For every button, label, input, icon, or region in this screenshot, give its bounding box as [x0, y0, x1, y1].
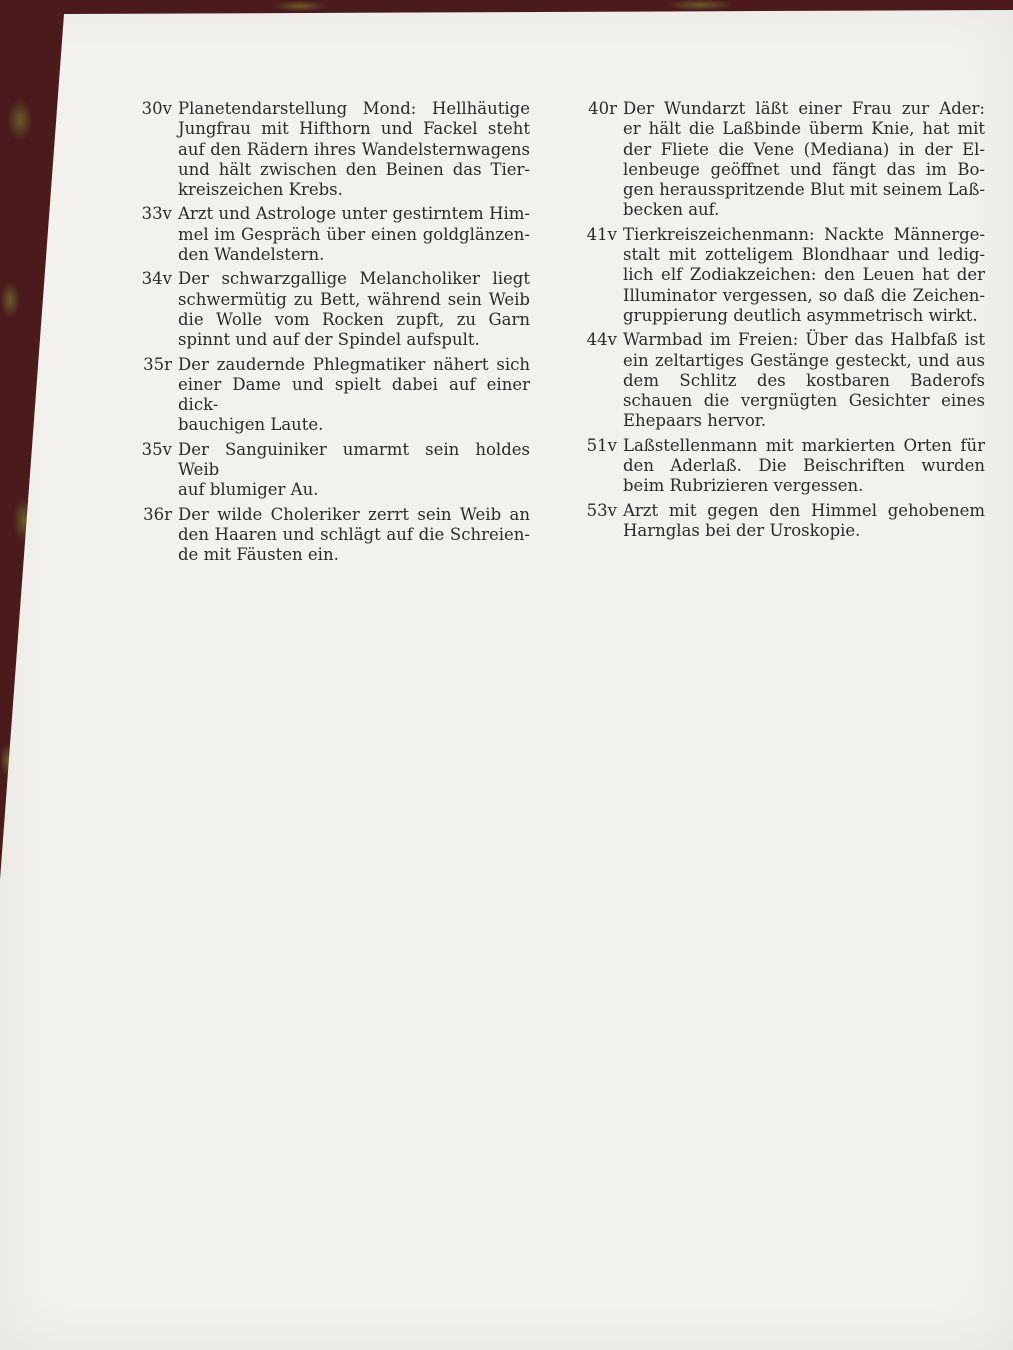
caption-line: stalt mit zotteligem Blondhaar und ledig- — [623, 245, 985, 265]
folio-number: 35r — [143, 354, 172, 374]
caption-line: Der Wundarzt läßt einer Frau zur Ader: — [623, 99, 985, 118]
caption-line: gen herausspritzende Blut mit seinem Laß- — [623, 180, 985, 200]
caption-entry — [128, 505, 530, 566]
caption-line: beim Rubrizieren vergessen. — [623, 476, 864, 496]
right-column — [573, 99, 985, 545]
caption-line: Planetendarstellung Mond: Hellhäutige — [178, 99, 530, 118]
caption-line: Arzt und Astrologe unter gestirntem Him- — [178, 204, 530, 224]
left-column — [128, 99, 530, 570]
folio-number: 41v — [586, 224, 617, 244]
caption-text — [623, 501, 985, 542]
caption-line: lich elf Zodiakzeichen: den Leuen hat der — [623, 265, 985, 285]
caption-line: Warmbad im Freien: Über das Halbfaß ist — [623, 330, 985, 350]
caption-line: lenbeuge geöffnet und fängt das im Bo- — [623, 159, 985, 179]
caption-line: Ehepaars hervor. — [623, 411, 767, 431]
caption-line: schauen die vergnügten Gesichter eines — [623, 391, 985, 411]
caption-line: spinnt und auf der Spindel aufspult. — [178, 330, 480, 350]
caption-text — [178, 269, 530, 350]
caption-line: gruppierung deutlich asymmetrisch wirkt. — [623, 305, 978, 325]
caption-line: Illuminator vergessen, so daß die Zeichen- — [623, 285, 985, 305]
folio-number: 40r — [588, 99, 617, 118]
caption-line: Der zaudernde Phlegmatiker nähert sich — [178, 354, 530, 374]
caption-entry — [573, 330, 985, 431]
caption-line: den Aderlaß. Die Beischriften wurden — [623, 456, 985, 476]
caption-line: bauchigen Laute. — [178, 415, 324, 435]
caption-line: kreiszeichen Krebs. — [178, 180, 343, 200]
caption-line: den Haaren und schlägt auf die Schreien- — [178, 524, 530, 544]
caption-line: und hält zwischen den Beinen das Tier- — [178, 159, 530, 179]
caption-line: becken auf. — [623, 200, 720, 220]
caption-line: ein zeltartiges Gestänge gesteckt, und aus — [623, 350, 985, 370]
caption-line: mel im Gespräch über einen goldglänzen- — [178, 224, 530, 244]
caption-entry — [573, 99, 985, 221]
folio-number: 33v — [141, 204, 172, 224]
folio-number: 30v — [141, 99, 172, 118]
folio-number: 36r — [143, 504, 172, 524]
caption-line: dem Schlitz des kostbaren Baderofs — [623, 370, 985, 390]
caption-entry — [573, 225, 985, 326]
caption-entry — [128, 269, 530, 350]
folio-number: 53v — [586, 500, 617, 520]
caption-text — [178, 99, 530, 200]
caption-entry — [573, 436, 985, 497]
folio-number: 44v — [586, 330, 617, 350]
caption-entry — [128, 204, 530, 265]
caption-line: der Fliete die Vene (Mediana) in der El- — [623, 139, 985, 159]
caption-line: Laßstellenmann mit markierten Orten für — [623, 435, 985, 455]
caption-line: auf blumiger Au. — [178, 480, 319, 500]
caption-entry — [573, 501, 985, 542]
folio-number: 35v — [141, 439, 172, 459]
caption-line: Jungfrau mit Hifthorn und Fackel steht — [178, 119, 530, 139]
caption-text — [178, 355, 530, 436]
caption-text — [178, 204, 530, 265]
caption-line: Arzt mit gegen den Himmel gehobenem — [623, 500, 985, 520]
caption-text — [178, 505, 530, 566]
caption-entry — [128, 355, 530, 436]
caption-line: er hält die Laßbinde überm Knie, hat mit — [623, 119, 985, 139]
caption-text — [623, 225, 985, 326]
caption-line: Der Sanguiniker umarmt sein holdes Weib — [178, 439, 530, 480]
caption-text — [623, 99, 985, 221]
folio-number: 34v — [141, 269, 172, 289]
caption-line: die Wolle vom Rocken zupft, zu Garn — [178, 309, 530, 329]
caption-line: schwermütig zu Bett, während sein Weib — [178, 289, 530, 309]
caption-line: Der schwarzgallige Melancholiker liegt — [178, 269, 530, 289]
caption-text — [623, 436, 985, 497]
caption-line: den Wandelstern. — [178, 245, 325, 265]
folio-number: 51v — [586, 435, 617, 455]
caption-entry — [128, 440, 530, 501]
caption-line: Harnglas bei der Uroskopie. — [623, 520, 861, 540]
caption-entry — [128, 99, 530, 200]
caption-line: Der wilde Choleriker zerrt sein Weib an — [178, 504, 530, 524]
caption-text — [178, 440, 530, 501]
caption-line: einer Dame und spielt dabei auf einer dick- — [178, 374, 530, 415]
caption-line: Tierkreiszeichenmann: Nackte Männerge- — [623, 224, 985, 244]
caption-text — [623, 330, 985, 431]
caption-line: auf den Rädern ihres Wandelsternwagens — [178, 139, 530, 159]
caption-line: de mit Fäusten ein. — [178, 545, 339, 565]
